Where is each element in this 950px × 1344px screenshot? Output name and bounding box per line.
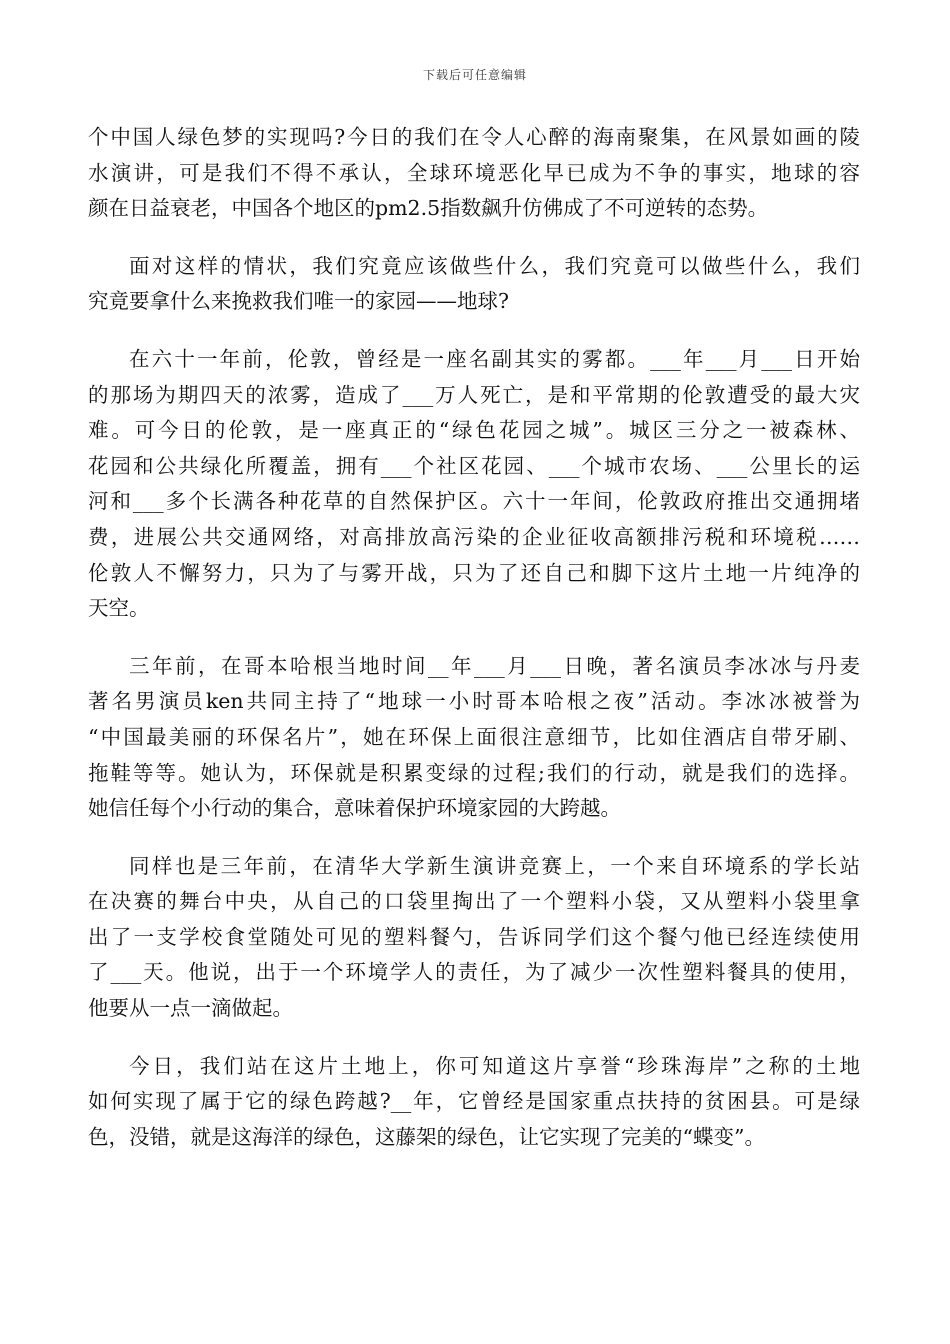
text-line: 伦敦人不懈努力，只为了与雾开战，只为了还自己和脚下这片土地一片纯净的 — [88, 560, 860, 585]
text-line: 天空。 — [88, 596, 150, 621]
text-line: 她信任每个小行动的集合，意味着保护环境家园的大跨越。 — [88, 796, 621, 821]
paragraph-2 — [88, 249, 860, 320]
text-line: 拖鞋等等。她认为，环保就是积累变绿的过程;我们的行动，就是我们的选择。 — [88, 760, 860, 785]
paragraph-4 — [88, 649, 860, 827]
text-line: 面对这样的情状，我们究竟应该做些什么，我们究竟可以做些什么，我们 — [129, 253, 860, 278]
paragraph-1 — [88, 120, 860, 227]
text-line: 费，进展公共交通网络，对高排放高污染的企业征收高额排污税和环境税…… — [88, 524, 860, 549]
text-line: 在六十一年前，伦敦，曾经是一座名副其实的雾都。___年___月___日开始 — [129, 346, 860, 371]
paragraph-6 — [88, 1049, 860, 1156]
text-line: 水演讲，可是我们不得不承认，全球环境恶化早已成为不争的事实，地球的容 — [88, 160, 860, 185]
text-line: 同样也是三年前，在清华大学新生演讲竞赛上，一个来自环境系的学长站 — [129, 853, 860, 878]
text-line: 河和___多个长满各种花草的自然保护区。六十一年间，伦敦政府推出交通拥堵 — [88, 489, 860, 514]
paragraph-3 — [88, 342, 860, 627]
text-line: 究竟要拿什么来挽救我们唯一的家园——地球? — [88, 289, 509, 314]
text-line: 色，没错，就是这海洋的绿色，这藤架的绿色，让它实现了完美的“蝶变”。 — [88, 1124, 765, 1149]
text-line: 颜在日益衰老，中国各个地区的pm2.5指数飙升仿佛成了不可逆转的态势。 — [88, 196, 769, 221]
text-line: 的那场为期四天的浓雾，造成了___万人死亡，是和平常期的伦敦遭受的最大灾 — [88, 382, 860, 407]
text-line: 在决赛的舞台中央，从自己的口袋里掏出了一个塑料小袋，又从塑料小袋里拿 — [88, 889, 860, 914]
page-header: 下载后可任意编辑 — [422, 68, 527, 82]
text-line: 著名男演员ken共同主持了“地球一小时哥本哈根之夜”活动。李冰冰被誉为 — [88, 689, 860, 714]
paragraph-5 — [88, 849, 860, 1027]
text-line: 他要从一点一滴做起。 — [88, 996, 293, 1021]
text-line: 难。可今日的伦敦，是一座真正的“绿色花园之城”。城区三分之一被森林、 — [88, 418, 860, 443]
text-line: 出了一支学校食堂随处可见的塑料餐勺，告诉同学们这个餐勺他已经连续使用 — [88, 924, 860, 949]
text-line: 今日，我们站在这片土地上，你可知道这片享誉“珍珠海岸”之称的土地 — [129, 1053, 860, 1078]
text-line: 如何实现了属于它的绿色跨越?__年，它曾经是国家重点扶持的贫困县。可是绿 — [88, 1089, 860, 1114]
text-line: “中国最美丽的环保名片”，她在环保上面很注意细节，比如住酒店自带牙刷、 — [88, 724, 860, 749]
text-line: 三年前，在哥本哈根当地时间__年___月___日晚，著名演员李冰冰与丹麦 — [129, 653, 860, 678]
document-body — [88, 120, 860, 1177]
text-line: 个中国人绿色梦的实现吗?今日的我们在令人心醉的海南聚集，在风景如画的陵 — [88, 125, 860, 149]
text-line: 花园和公共绿化所覆盖，拥有___个社区花园、___个城市农场、___公里长的运 — [88, 453, 860, 478]
text-line: 了___天。他说，出于一个环境学人的责任，为了减少一次性塑料餐具的使用， — [88, 960, 860, 985]
